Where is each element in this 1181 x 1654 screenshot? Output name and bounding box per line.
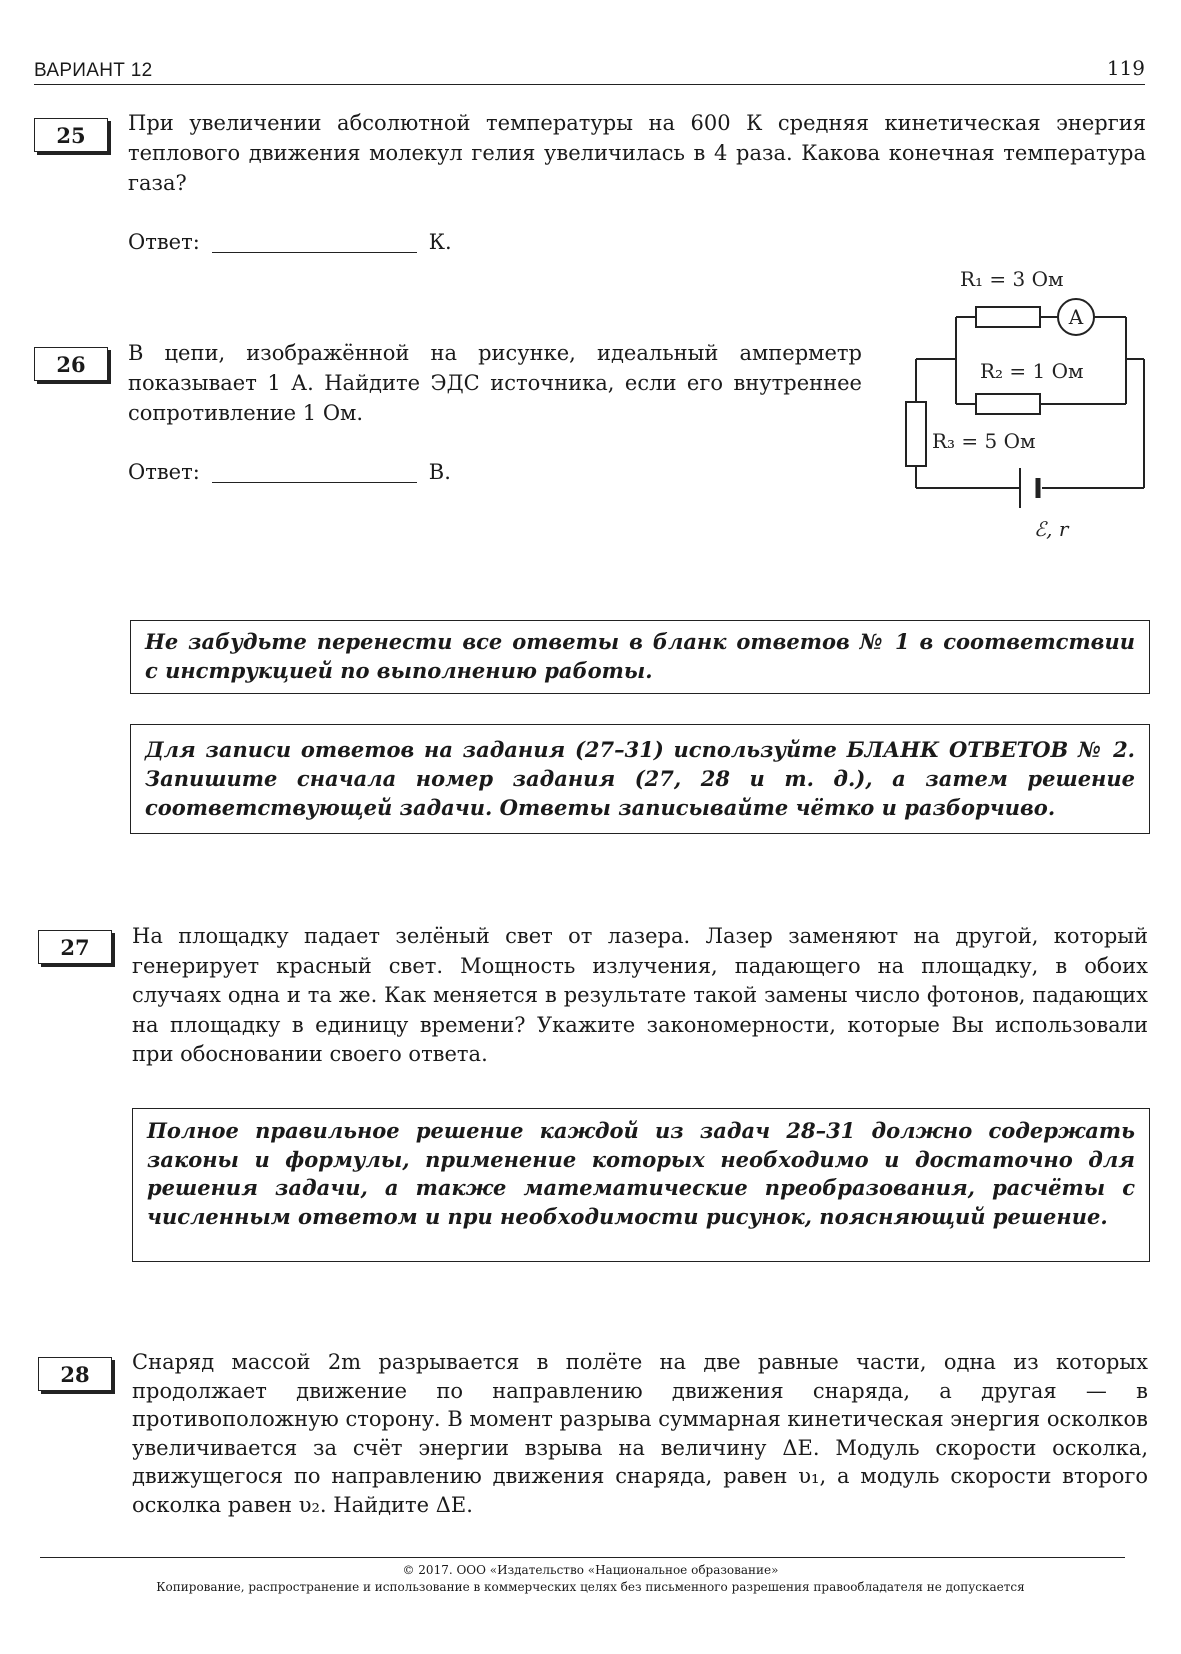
resistor-r3 — [906, 402, 926, 466]
question-text-25: При увеличении абсолютной температуры на 600 К средняя кинетическая энергия теплового движения молекул гелия увеличилась в 4 раза. Какова конечная температура газа? — [128, 111, 1146, 195]
resistor-r1 — [976, 307, 1040, 327]
variant-label: ВАРИАНТ 12 — [34, 60, 153, 81]
question-number-27: 27 — [38, 930, 112, 964]
answer-unit-26: В. — [428, 460, 451, 484]
r1-label: R₁ = 3 Ом — [960, 267, 1064, 291]
answer-blank-26[interactable] — [212, 481, 417, 483]
answer-row-26 — [128, 460, 451, 484]
question-text-28: Снаряд массой 2m разрывается в полёте на две равные части, одна из которых продолжает движение по направлению движения снаряда, а другая — в противоположную сторону. В момент разрыва суммарная кинетическая энергия осколков увеличивается за счёт энергии взрыва на величину ΔE. Модуль скорости осколка, движущегося по направлению движения снаряда, равен υ₁, а модуль скорости второго осколка равен υ₂. Найдите ΔE. — [132, 1350, 1148, 1517]
answer-row-25 — [128, 230, 452, 254]
notice-answer-form-2: Для записи ответов на задания (27–31) используйте БЛАНК ОТВЕТОВ № 2. Запишите сначала номер задания (27, 28 и т. д.), а затем решение соответствующей задачи. Ответы записывайте чётко и разборчиво. — [130, 724, 1150, 834]
header-divider — [34, 84, 1145, 85]
notice-transfer-line-2: с инструкцией по выполнению работы. — [145, 658, 653, 683]
answer-label-26: Ответ: — [128, 460, 200, 484]
footer-divider — [40, 1557, 1125, 1558]
notice-transfer-line-1: Не забудьте перенести все ответы в бланк ответов № 1 в соответствии — [145, 629, 1135, 654]
question-number-26: 26 — [34, 347, 108, 381]
question-text-27: На площадку падает зелёный свет от лазера. Лазер заменяют на другой, который генерирует красный свет. Мощность излучения, падающего на площадку, в обоих случаях одна и та же. Как меняется в результате такой замены число фотонов, падающих на площадку в единицу времени? Укажите закономерности, которые Вы использовали при обосновании своего ответа. — [132, 924, 1148, 1066]
notice-full-solution: Полное правильное решение каждой из задач 28–31 должно содержать законы и формулы, применение которых необходимо и достаточно для решения задачи, а также математические преобразования, расчёты с численным ответом и при необходимости рисунок, поясняющий решение. — [132, 1108, 1150, 1262]
circuit-diagram — [880, 262, 1160, 542]
answer-blank-25[interactable] — [212, 251, 417, 253]
ammeter-label: A — [1068, 305, 1084, 329]
answer-unit-25: К. — [428, 230, 452, 254]
page-number: 119 — [1106, 56, 1145, 80]
source-label: ℰ, r — [1034, 517, 1069, 541]
footer-rights-notice: Копирование, распространение и использование в коммерческих целях без письменного разрешения правообладателя не допускается — [156, 1580, 1025, 1594]
r3-label: R₃ = 5 Ом — [932, 429, 1036, 453]
answer-label-25: Ответ: — [128, 230, 200, 254]
r2-label: R₂ = 1 Ом — [980, 359, 1084, 383]
question-number-28: 28 — [38, 1357, 112, 1391]
question-text-26: В цепи, изображённой на рисунке, идеальный амперметр показывает 1 А. Найдите ЭДС источника, если его внутреннее сопротивление 1 Ом. — [128, 341, 862, 425]
question-number-25: 25 — [34, 118, 108, 152]
resistor-r2 — [976, 394, 1040, 414]
footer-copyright: © 2017. ООО «Издательство «Национальное образование» — [402, 1563, 779, 1577]
notice-transfer-answers — [130, 620, 1150, 694]
